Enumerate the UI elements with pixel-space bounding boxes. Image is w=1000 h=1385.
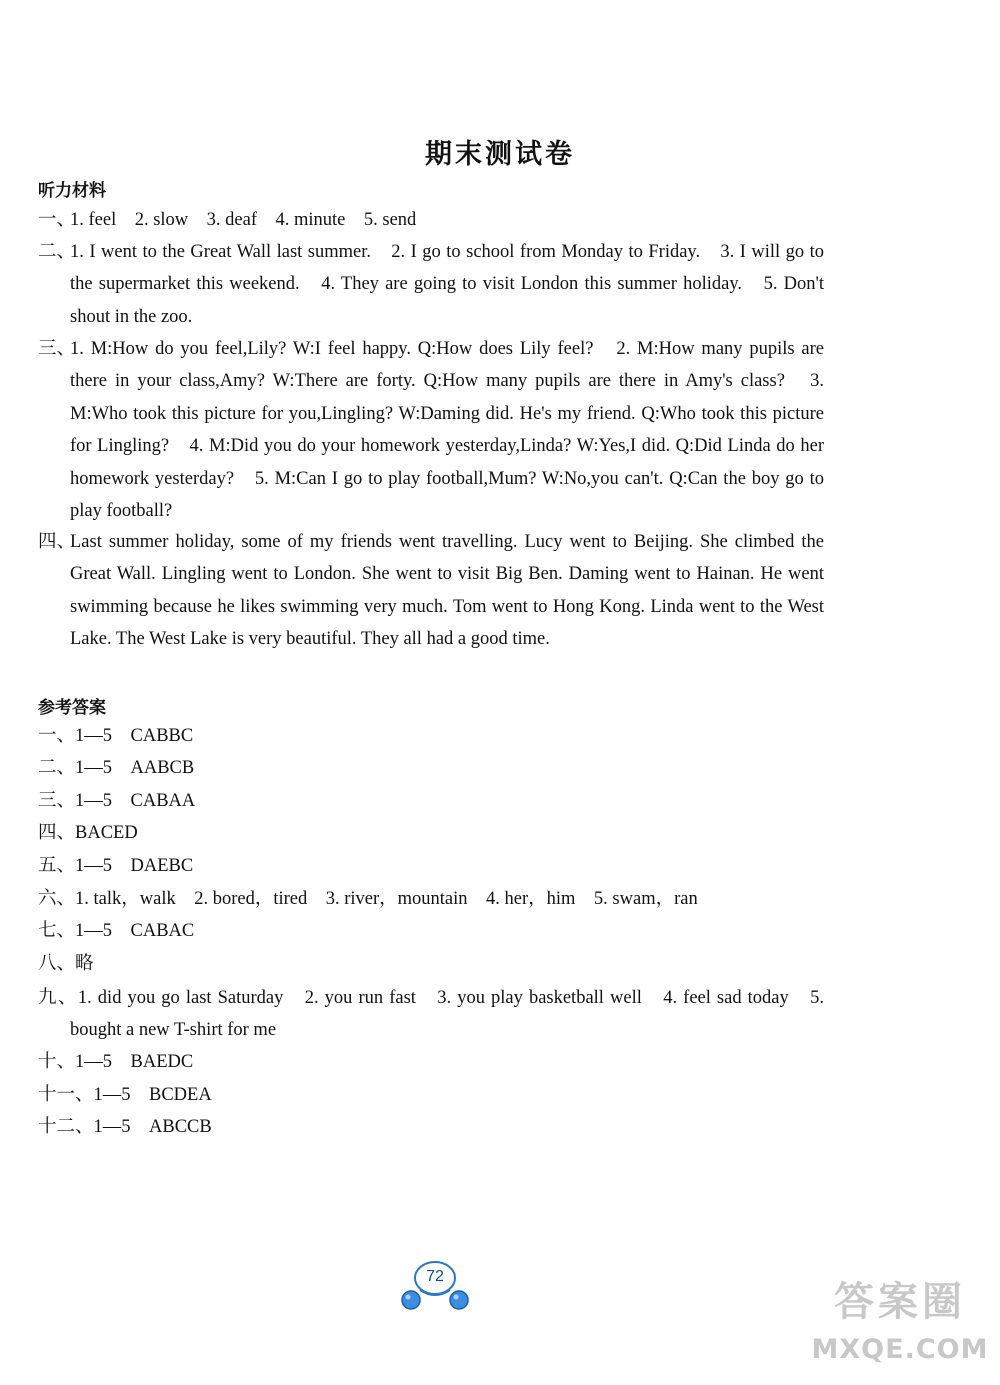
page-title: 期末测试卷: [425, 139, 575, 170]
item-number: 二、: [38, 242, 76, 262]
watermark-logo: 答案圈: [834, 1279, 966, 1325]
answers-section-header: 参考答案: [38, 698, 106, 718]
answer-line: 一、1—5 CABBC: [38, 726, 194, 746]
answer-line: 十一、1—5 BCDEA: [38, 1085, 212, 1105]
answer-line: 十、1—5 BAEDC: [38, 1052, 194, 1072]
answer-line: 十二、1—5 ABCCB: [38, 1117, 212, 1137]
listening-item-1: [38, 204, 824, 236]
listening-item-2: [38, 236, 824, 333]
listening-section-header: 听力材料: [38, 181, 106, 201]
answer-line: 五、1—5 DAEBC: [38, 856, 194, 876]
page-number-badge: [398, 1254, 472, 1324]
watermark: [800, 1270, 1000, 1385]
answer-line: 二、1—5 AABCB: [38, 758, 195, 778]
listening-item-4: [38, 526, 824, 656]
listening-item-3: [38, 333, 824, 527]
item-number: 一、: [38, 210, 76, 230]
item-text: Last summer holiday, some of my friends went travelling. Lucy went to Beijing. She climbed the Great Wall. Lingling went to London. She went to visit Big Ben. Daming went to Hainan. He went swimming because he likes swimming very much. Tom went to Hong Kong. Linda went to the West Lake. The West Lake is very beautiful. They all had a good time.: [70, 532, 824, 650]
item-text: 1. M:How do you feel,Lily? W:I feel happy. Q:How does Lily feel? 2. M:How many pupils are there in your class,Amy? W:There are forty. Q:How many pupils are there in Amy's class? 3. M:Who took this picture for you,Lingling? W:Daming did. He's my friend. Q:Who took this picture for Lingling? 4. M:Did you do your homework yesterday,Linda? W:Yes,I did. Q:Did Linda do her homework yesterday? 5. M:Can I go to play football,Mum? W:No,you can't. Q:Can the boy go to play football?: [70, 339, 824, 522]
answer-line: 六、1. talk，walk 2. bored，tired 3. river，mountain 4. her，him 5. swam，ran: [38, 889, 698, 909]
item-number: 三、: [38, 339, 76, 359]
watermark-url: MXQE.COM: [811, 1334, 989, 1365]
item-number: 四、: [38, 532, 76, 552]
page-number: 72: [426, 1268, 444, 1285]
page-badge-icon: [398, 1254, 472, 1324]
answer-line: 八、略: [38, 954, 94, 974]
answer-line-nine: [38, 982, 824, 1046]
item-text: 1. feel 2. slow 3. deaf 4. minute 5. send: [70, 210, 417, 230]
answer-line: 四、BACED: [38, 823, 138, 843]
answer-line: 七、1—5 CABAC: [38, 921, 195, 941]
answer-line: 三、1—5 CABAA: [38, 791, 196, 811]
answer-text: 九、1. did you go last Saturday 2. you run fast 3. you play basketball well 4. feel sad today 5. bought a new T-shirt for me: [38, 988, 824, 1040]
item-text: 1. I went to the Great Wall last summer. 2. I go to school from Monday to Friday. 3. I will go to the supermarket this weekend. 4. They are going to visit London this summer holiday. 5. Don't shout in the zoo.: [70, 242, 824, 327]
